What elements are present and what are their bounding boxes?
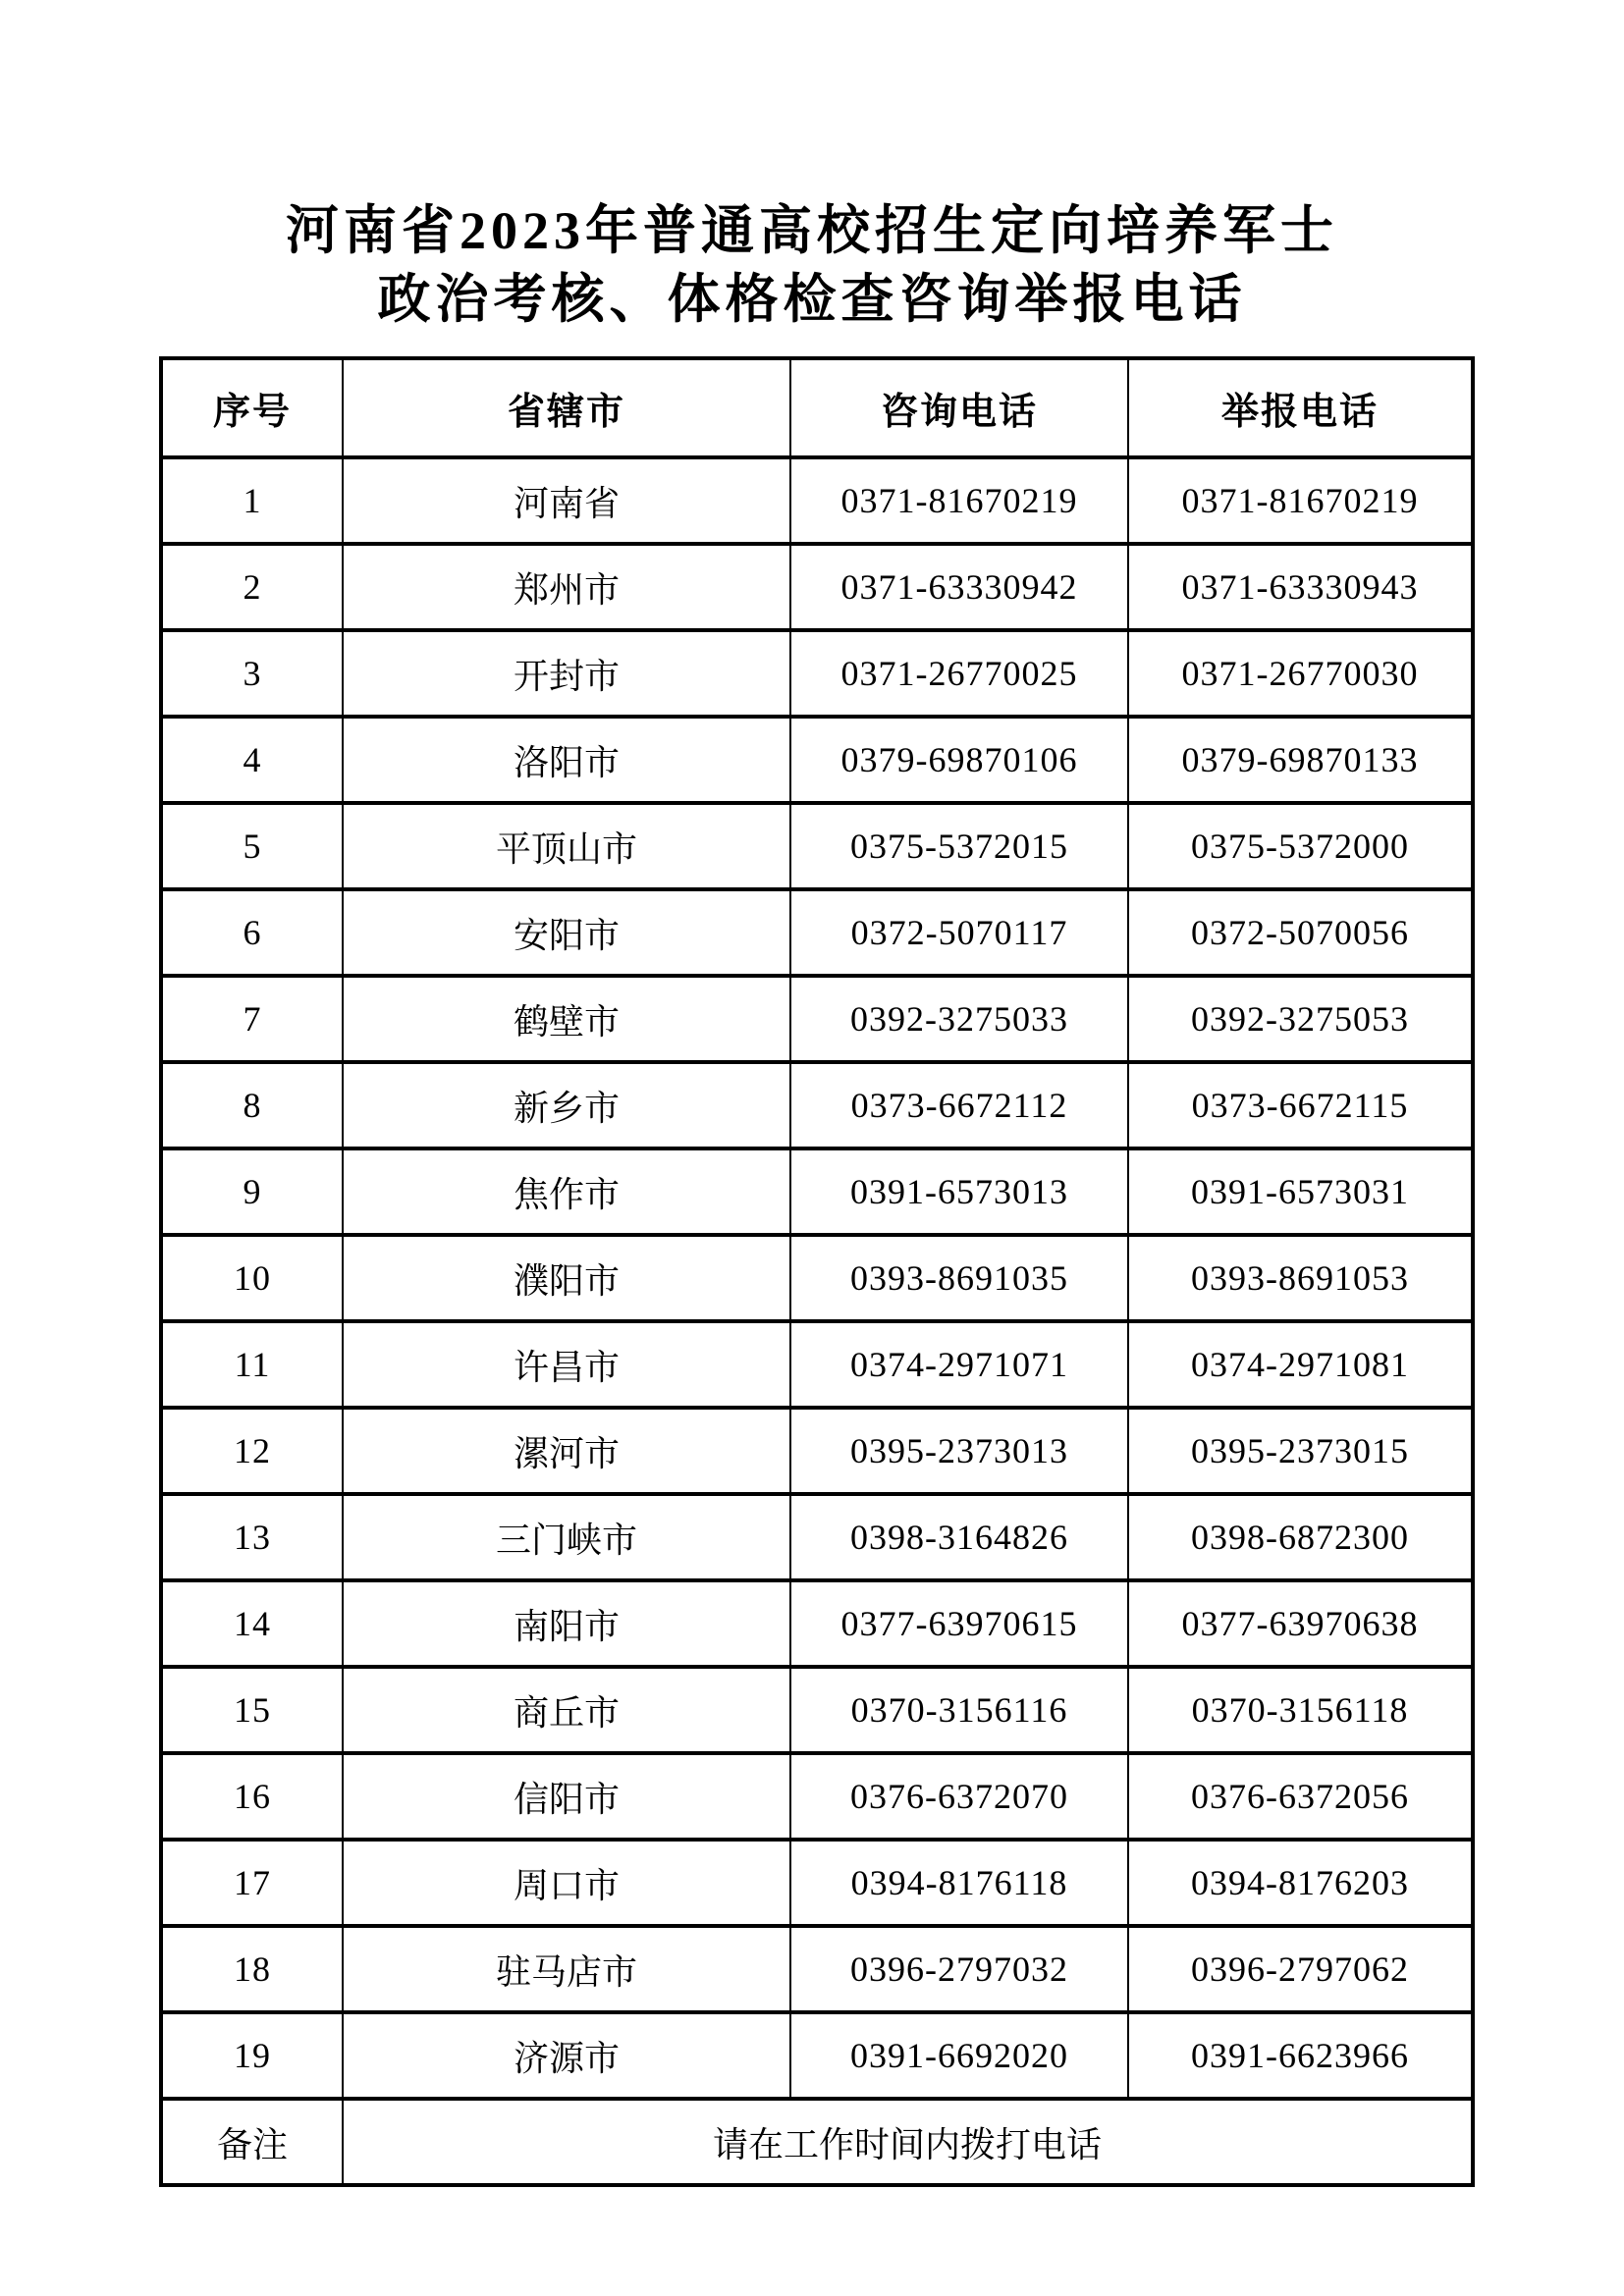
seq-cell: 18 [161,1926,343,2012]
city-cell: 郑州市 [343,544,790,630]
report-phone-cell: 0371-26770030 [1128,630,1473,717]
report-phone-cell: 0396-2797062 [1128,1926,1473,2012]
city-cell: 濮阳市 [343,1235,790,1321]
city-cell: 商丘市 [343,1667,790,1753]
table-row [161,1408,1473,1494]
header-row [161,358,1473,457]
city-cell: 新乡市 [343,1062,790,1148]
consult-phone-cell: 0373-6672112 [790,1062,1128,1148]
city-cell: 洛阳市 [343,717,790,803]
city-cell: 信阳市 [343,1753,790,1840]
seq-cell: 1 [161,457,343,544]
table-row [161,1926,1473,2012]
table-row [161,803,1473,889]
report-phone-cell: 0395-2373015 [1128,1408,1473,1494]
consult-phone-cell: 0393-8691035 [790,1235,1128,1321]
document-title [0,196,1624,334]
seq-cell: 13 [161,1494,343,1580]
header-cell-seq: 序号 [161,358,343,457]
report-phone-cell: 0376-6372056 [1128,1753,1473,1840]
city-cell: 许昌市 [343,1321,790,1408]
consult-phone-cell: 0372-5070117 [790,889,1128,976]
consult-phone-cell: 0395-2373013 [790,1408,1128,1494]
seq-cell: 12 [161,1408,343,1494]
city-cell: 安阳市 [343,889,790,976]
city-cell: 漯河市 [343,1408,790,1494]
seq-cell: 4 [161,717,343,803]
report-phone-cell: 0370-3156118 [1128,1667,1473,1753]
header-cell-city: 省辖市 [343,358,790,457]
report-phone-cell: 0391-6573031 [1128,1148,1473,1235]
city-cell: 驻马店市 [343,1926,790,2012]
table-row [161,1840,1473,1926]
table-row [161,544,1473,630]
table-row [161,1235,1473,1321]
report-phone-cell: 0394-8176203 [1128,1840,1473,1926]
report-phone-cell: 0373-6672115 [1128,1062,1473,1148]
consult-phone-cell: 0379-69870106 [790,717,1128,803]
title-line-2: 政治考核、体格检查咨询举报电话 [377,270,1247,329]
city-cell: 周口市 [343,1840,790,1926]
consult-phone-cell: 0377-63970615 [790,1580,1128,1667]
seq-cell: 19 [161,2012,343,2099]
seq-cell: 11 [161,1321,343,1408]
consult-phone-cell: 0391-6573013 [790,1148,1128,1235]
city-cell: 河南省 [343,457,790,544]
report-phone-cell: 0393-8691053 [1128,1235,1473,1321]
seq-cell: 8 [161,1062,343,1148]
table-row [161,1148,1473,1235]
consult-phone-cell: 0370-3156116 [790,1667,1128,1753]
report-phone-cell: 0375-5372000 [1128,803,1473,889]
table-row [161,1494,1473,1580]
table-body [161,457,1473,2099]
city-cell: 三门峡市 [343,1494,790,1580]
consult-phone-cell: 0371-81670219 [790,457,1128,544]
seq-cell: 10 [161,1235,343,1321]
report-phone-cell: 0379-69870133 [1128,717,1473,803]
table-row [161,2012,1473,2099]
consult-phone-cell: 0371-63330942 [790,544,1128,630]
note-row [161,2099,1473,2185]
city-cell: 南阳市 [343,1580,790,1667]
seq-cell: 7 [161,976,343,1062]
seq-cell: 2 [161,544,343,630]
report-phone-cell: 0372-5070056 [1128,889,1473,976]
seq-cell: 3 [161,630,343,717]
header-cell-consult-phone: 咨询电话 [790,358,1128,457]
consult-phone-cell: 0391-6692020 [790,2012,1128,2099]
seq-cell: 9 [161,1148,343,1235]
report-phone-cell: 0398-6872300 [1128,1494,1473,1580]
consult-phone-cell: 0375-5372015 [790,803,1128,889]
table-row [161,1062,1473,1148]
city-cell: 平顶山市 [343,803,790,889]
report-phone-cell: 0371-81670219 [1128,457,1473,544]
consult-phone-cell: 0374-2971071 [790,1321,1128,1408]
report-phone-cell: 0392-3275053 [1128,976,1473,1062]
table-row [161,717,1473,803]
table-row [161,976,1473,1062]
city-cell: 济源市 [343,2012,790,2099]
header-cell-report-phone: 举报电话 [1128,358,1473,457]
report-phone-cell: 0374-2971081 [1128,1321,1473,1408]
seq-cell: 5 [161,803,343,889]
seq-cell: 6 [161,889,343,976]
phone-directory-table [159,356,1475,2187]
consult-phone-cell: 0394-8176118 [790,1840,1128,1926]
title-line-1: 河南省2023年普通高校招生定向培养军士 [286,201,1338,260]
consult-phone-cell: 0398-3164826 [790,1494,1128,1580]
city-cell: 鹤壁市 [343,976,790,1062]
consult-phone-cell: 0392-3275033 [790,976,1128,1062]
report-phone-cell: 0371-63330943 [1128,544,1473,630]
seq-cell: 17 [161,1840,343,1926]
table-row [161,630,1473,717]
city-cell: 开封市 [343,630,790,717]
seq-cell: 14 [161,1580,343,1667]
table-row [161,1321,1473,1408]
table-row [161,1580,1473,1667]
consult-phone-cell: 0376-6372070 [790,1753,1128,1840]
table-row [161,457,1473,544]
consult-phone-cell: 0371-26770025 [790,630,1128,717]
report-phone-cell: 0391-6623966 [1128,2012,1473,2099]
seq-cell: 15 [161,1667,343,1753]
note-text-cell: 请在工作时间内拨打电话 [343,2099,1473,2185]
consult-phone-cell: 0396-2797032 [790,1926,1128,2012]
seq-cell: 16 [161,1753,343,1840]
city-cell: 焦作市 [343,1148,790,1235]
table-row [161,889,1473,976]
table-row [161,1667,1473,1753]
note-label-cell: 备注 [161,2099,343,2185]
table-row [161,1753,1473,1840]
report-phone-cell: 0377-63970638 [1128,1580,1473,1667]
